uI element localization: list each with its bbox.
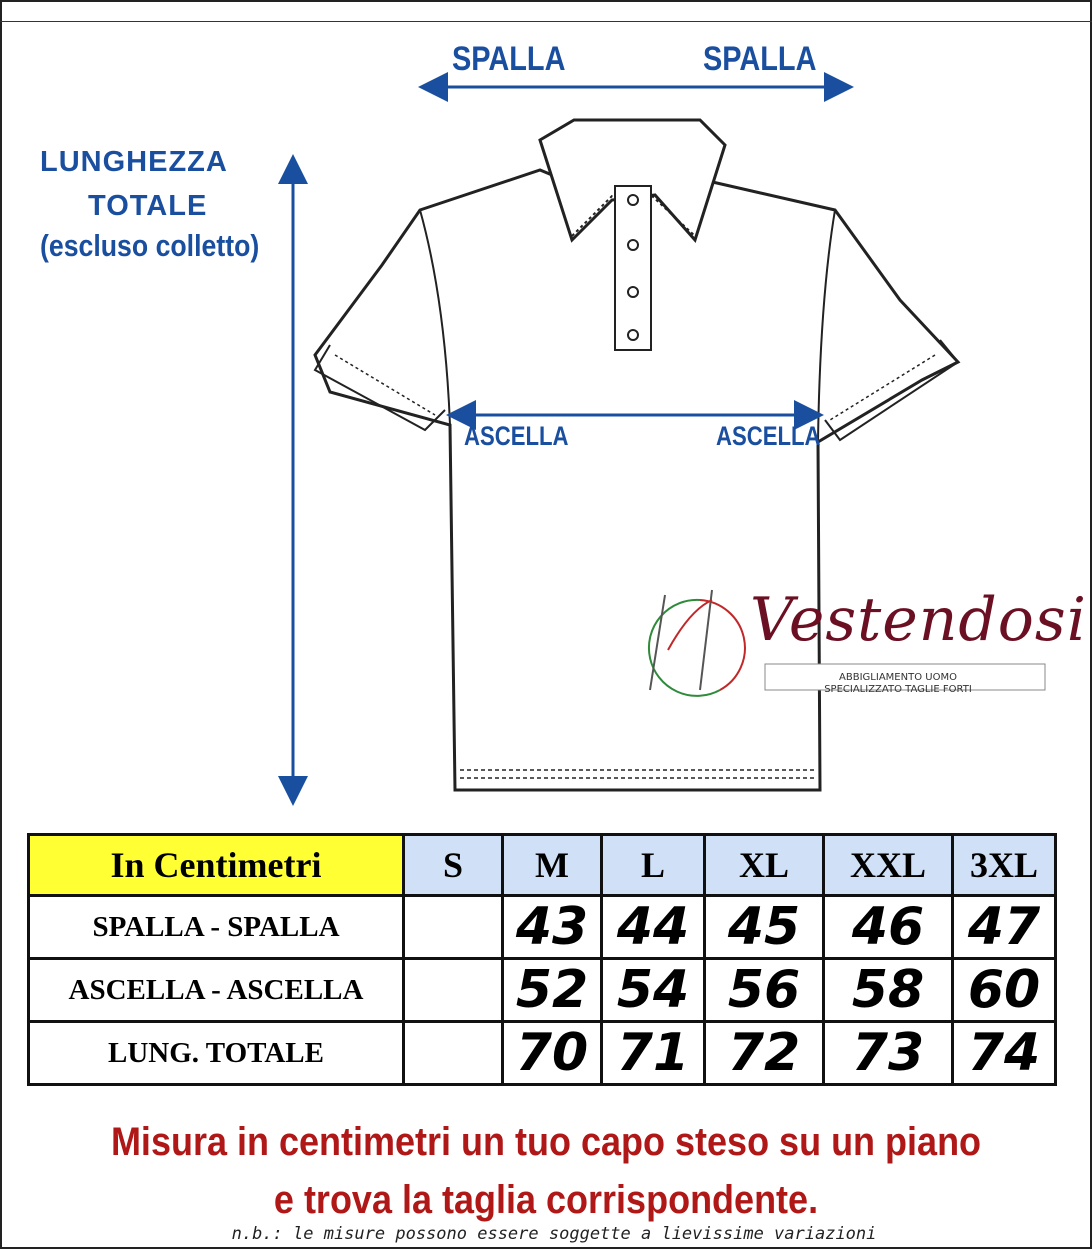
size-value (404, 959, 503, 1022)
brand-tagline-line1: ABBIGLIAMENTO UOMO (839, 672, 957, 683)
size-value: 71 (602, 1022, 705, 1085)
length-label-line1: LUNGHEZZA (40, 146, 228, 178)
size-value: 70 (503, 1022, 602, 1085)
size-value (404, 1022, 503, 1085)
size-value: 60 (953, 959, 1056, 1022)
length-label-line3: (escluso colletto) (40, 228, 260, 263)
size-header: S (404, 835, 503, 896)
instruction-line1: Misura in centimetri un tuo capo steso su un piano (110, 1120, 982, 1164)
disclaimer-note: n.b.: le misure possono essere soggette a lievissime variazioni (231, 1224, 877, 1244)
size-table (27, 833, 1057, 1086)
brand-logo-text: Vestendosi (750, 585, 1087, 655)
button-icon (628, 195, 638, 205)
size-value: 43 (503, 896, 602, 959)
size-value: 56 (705, 959, 824, 1022)
armpit-label-left: ASCELLA (464, 421, 569, 451)
size-header: XL (705, 835, 824, 896)
shirt-placket (615, 186, 651, 350)
button-icon (628, 287, 638, 297)
table-row (29, 896, 1056, 959)
size-header: M (503, 835, 602, 896)
size-value: 54 (602, 959, 705, 1022)
row-label: SPALLA - SPALLA (29, 896, 404, 959)
size-value: 52 (503, 959, 602, 1022)
table-header-row (29, 835, 1056, 896)
table-row (29, 1022, 1056, 1085)
row-label: LUNG. TOTALE (29, 1022, 404, 1085)
instruction-line2: e trova la taglia corrispondente. (273, 1178, 819, 1222)
size-header: XXL (824, 835, 953, 896)
table-row (29, 959, 1056, 1022)
length-label-line2: TOTALE (88, 190, 208, 222)
size-value (404, 896, 503, 959)
row-label: ASCELLA - ASCELLA (29, 959, 404, 1022)
brand-tagline-line2: SPECIALIZZATO TAGLIE FORTI (824, 684, 972, 695)
size-header: L (602, 835, 705, 896)
size-value: 46 (824, 896, 953, 959)
button-icon (628, 240, 638, 250)
brand-tagline (823, 672, 973, 696)
shoulder-label-right: SPALLA (703, 40, 817, 78)
size-value: 47 (953, 896, 1056, 959)
size-value: 58 (824, 959, 953, 1022)
armpit-label-right: ASCELLA (716, 421, 821, 451)
button-icon (628, 330, 638, 340)
size-value: 72 (705, 1022, 824, 1085)
size-value: 45 (705, 896, 824, 959)
table-corner-label: In Centimetri (29, 835, 404, 896)
size-header: 3XL (953, 835, 1056, 896)
size-value: 73 (824, 1022, 953, 1085)
size-value: 44 (602, 896, 705, 959)
size-value: 74 (953, 1022, 1056, 1085)
shoulder-label-left: SPALLA (452, 40, 566, 78)
